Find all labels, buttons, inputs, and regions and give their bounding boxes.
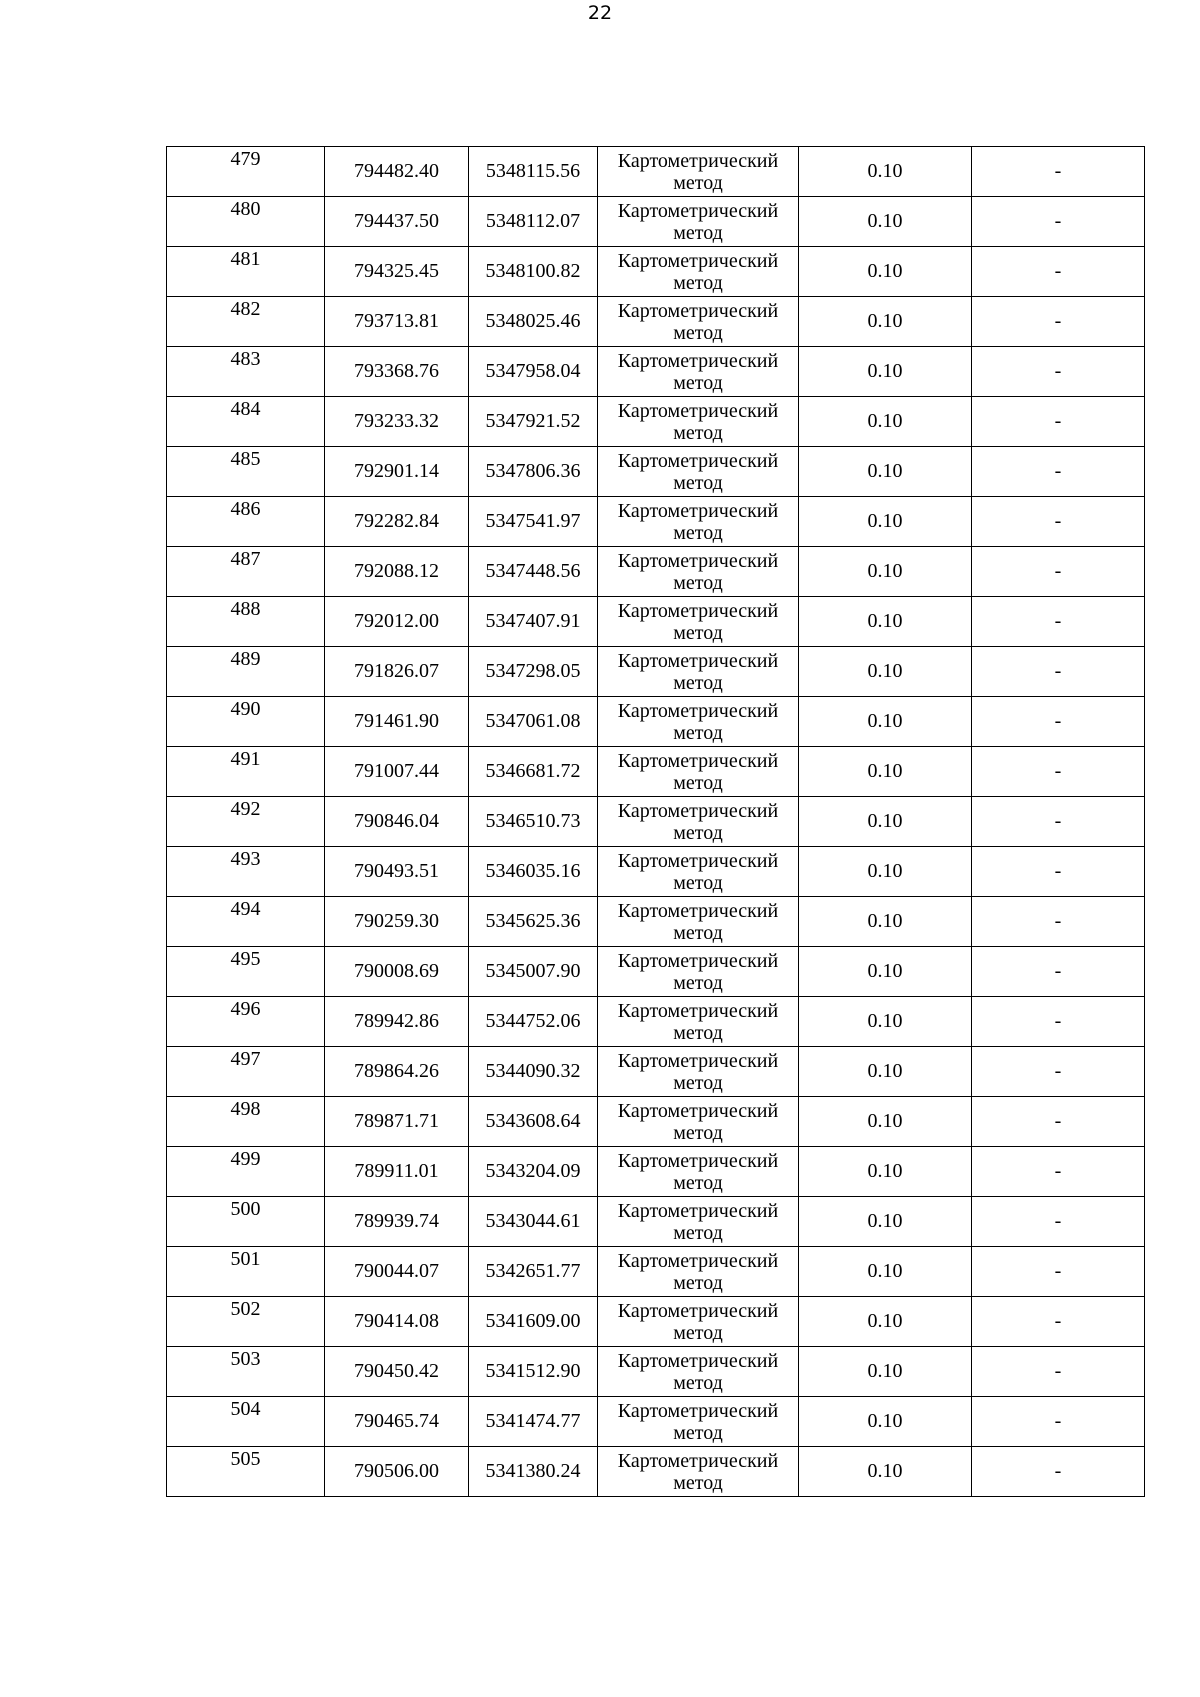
accuracy-cell: 0.10 <box>799 997 972 1047</box>
x-coordinate-cell: 793233.32 <box>325 397 469 447</box>
note-cell: - <box>972 1447 1145 1497</box>
method-cell <box>598 697 799 747</box>
table-row <box>167 997 1145 1047</box>
table-row <box>167 547 1145 597</box>
x-coordinate-cell: 791826.07 <box>325 647 469 697</box>
y-coordinate-cell: 5347541.97 <box>469 497 598 547</box>
x-coordinate-cell: 793368.76 <box>325 347 469 397</box>
x-coordinate-cell: 790259.30 <box>325 897 469 947</box>
note-cell: - <box>972 347 1145 397</box>
x-coordinate-cell: 792282.84 <box>325 497 469 547</box>
point-number-cell: 485 <box>167 447 325 497</box>
note-cell: - <box>972 797 1145 847</box>
y-coordinate-cell: 5343204.09 <box>469 1147 598 1197</box>
method-cell <box>598 347 799 397</box>
x-coordinate-cell: 794482.40 <box>325 147 469 197</box>
table-row <box>167 1397 1145 1447</box>
y-coordinate-cell: 5347921.52 <box>469 397 598 447</box>
table-row <box>167 1447 1145 1497</box>
x-coordinate-cell: 794325.45 <box>325 247 469 297</box>
y-coordinate-cell: 5345625.36 <box>469 897 598 947</box>
x-coordinate-cell: 792088.12 <box>325 547 469 597</box>
method-label-line1: Картометрический <box>617 649 779 672</box>
method-label-line2: метод <box>673 1121 723 1144</box>
method-label-line2: метод <box>673 321 723 344</box>
method-label-line1: Картометрический <box>617 599 779 622</box>
accuracy-cell: 0.10 <box>799 1147 972 1197</box>
method-label-line1: Картометрический <box>617 299 779 322</box>
table-row <box>167 247 1145 297</box>
point-number-cell: 500 <box>167 1197 325 1247</box>
method-label-line2: метод <box>673 671 723 694</box>
method-label-line1: Картометрический <box>617 1249 779 1272</box>
accuracy-cell: 0.10 <box>799 397 972 447</box>
method-label-line1: Картометрический <box>617 699 779 722</box>
point-number-cell: 488 <box>167 597 325 647</box>
method-label-line1: Картометрический <box>617 1299 779 1322</box>
note-cell: - <box>972 1197 1145 1247</box>
y-coordinate-cell: 5341474.77 <box>469 1397 598 1447</box>
method-label-line2: метод <box>673 821 723 844</box>
note-cell: - <box>972 1397 1145 1447</box>
accuracy-cell: 0.10 <box>799 147 972 197</box>
table-row <box>167 747 1145 797</box>
point-number-cell: 483 <box>167 347 325 397</box>
y-coordinate-cell: 5342651.77 <box>469 1247 598 1297</box>
table-row <box>167 147 1145 197</box>
point-number-cell: 502 <box>167 1297 325 1347</box>
x-coordinate-cell: 789939.74 <box>325 1197 469 1247</box>
point-number-cell: 490 <box>167 697 325 747</box>
point-number-cell: 482 <box>167 297 325 347</box>
method-cell <box>598 947 799 997</box>
note-cell: - <box>972 897 1145 947</box>
x-coordinate-cell: 789911.01 <box>325 1147 469 1197</box>
x-coordinate-cell: 790414.08 <box>325 1297 469 1347</box>
method-label-line2: метод <box>673 1321 723 1344</box>
y-coordinate-cell: 5348100.82 <box>469 247 598 297</box>
note-cell: - <box>972 697 1145 747</box>
method-label-line1: Картометрический <box>617 399 779 422</box>
table-row <box>167 1097 1145 1147</box>
method-cell <box>598 1047 799 1097</box>
note-cell: - <box>972 497 1145 547</box>
note-cell: - <box>972 1247 1145 1297</box>
note-cell: - <box>972 747 1145 797</box>
method-label-line2: метод <box>673 871 723 894</box>
x-coordinate-cell: 791007.44 <box>325 747 469 797</box>
table-row <box>167 197 1145 247</box>
method-cell <box>598 897 799 947</box>
accuracy-cell: 0.10 <box>799 747 972 797</box>
method-cell <box>598 1347 799 1397</box>
x-coordinate-cell: 790846.04 <box>325 797 469 847</box>
note-cell: - <box>972 397 1145 447</box>
accuracy-cell: 0.10 <box>799 597 972 647</box>
y-coordinate-cell: 5348025.46 <box>469 297 598 347</box>
y-coordinate-cell: 5341609.00 <box>469 1297 598 1347</box>
method-label-line1: Картометрический <box>617 949 779 972</box>
method-label-line2: метод <box>673 1471 723 1494</box>
method-cell <box>598 647 799 697</box>
method-label-line1: Картометрический <box>617 1149 779 1172</box>
note-cell: - <box>972 997 1145 1047</box>
accuracy-cell: 0.10 <box>799 247 972 297</box>
method-label-line1: Картометрический <box>617 449 779 472</box>
method-label-line2: метод <box>673 721 723 744</box>
point-number-cell: 480 <box>167 197 325 247</box>
point-number-cell: 503 <box>167 1347 325 1397</box>
y-coordinate-cell: 5347448.56 <box>469 547 598 597</box>
table-row <box>167 397 1145 447</box>
method-label-line2: метод <box>673 521 723 544</box>
page-number: 22 <box>587 2 613 24</box>
y-coordinate-cell: 5341512.90 <box>469 1347 598 1397</box>
y-coordinate-cell: 5348115.56 <box>469 147 598 197</box>
accuracy-cell: 0.10 <box>799 897 972 947</box>
accuracy-cell: 0.10 <box>799 1247 972 1297</box>
note-cell: - <box>972 847 1145 897</box>
method-cell <box>598 447 799 497</box>
method-label-line1: Картометрический <box>617 849 779 872</box>
coordinates-table-body <box>167 147 1145 1497</box>
table-row <box>167 597 1145 647</box>
table-row <box>167 1197 1145 1247</box>
accuracy-cell: 0.10 <box>799 647 972 697</box>
method-cell <box>598 1197 799 1247</box>
method-label-line2: метод <box>673 621 723 644</box>
y-coordinate-cell: 5341380.24 <box>469 1447 598 1497</box>
y-coordinate-cell: 5347061.08 <box>469 697 598 747</box>
note-cell: - <box>972 947 1145 997</box>
method-label-line1: Картометрический <box>617 999 779 1022</box>
table-row <box>167 447 1145 497</box>
method-label-line2: метод <box>673 971 723 994</box>
x-coordinate-cell: 789871.71 <box>325 1097 469 1147</box>
accuracy-cell: 0.10 <box>799 197 972 247</box>
y-coordinate-cell: 5343044.61 <box>469 1197 598 1247</box>
method-label-line1: Картометрический <box>617 799 779 822</box>
note-cell: - <box>972 1097 1145 1147</box>
accuracy-cell: 0.10 <box>799 1447 972 1497</box>
method-cell <box>598 997 799 1047</box>
method-cell <box>598 197 799 247</box>
accuracy-cell: 0.10 <box>799 1347 972 1397</box>
method-cell <box>598 1097 799 1147</box>
accuracy-cell: 0.10 <box>799 547 972 597</box>
coordinates-table <box>166 146 1145 1497</box>
method-label-line2: метод <box>673 1021 723 1044</box>
note-cell: - <box>972 1147 1145 1197</box>
x-coordinate-cell: 790450.42 <box>325 1347 469 1397</box>
point-number-cell: 484 <box>167 397 325 447</box>
note-cell: - <box>972 1297 1145 1347</box>
y-coordinate-cell: 5344752.06 <box>469 997 598 1047</box>
note-cell: - <box>972 197 1145 247</box>
point-number-cell: 494 <box>167 897 325 947</box>
method-cell <box>598 1247 799 1297</box>
method-cell <box>598 1297 799 1347</box>
method-label-line1: Картометрический <box>617 1099 779 1122</box>
note-cell: - <box>972 1347 1145 1397</box>
method-label-line2: метод <box>673 371 723 394</box>
x-coordinate-cell: 792901.14 <box>325 447 469 497</box>
x-coordinate-cell: 789942.86 <box>325 997 469 1047</box>
method-label-line2: метод <box>673 771 723 794</box>
method-label-line1: Картометрический <box>617 1449 779 1472</box>
point-number-cell: 496 <box>167 997 325 1047</box>
x-coordinate-cell: 793713.81 <box>325 297 469 347</box>
method-label-line2: метод <box>673 421 723 444</box>
method-label-line2: метод <box>673 1171 723 1194</box>
method-cell <box>598 1447 799 1497</box>
method-label-line2: метод <box>673 571 723 594</box>
point-number-cell: 497 <box>167 1047 325 1097</box>
method-label-line1: Картометрический <box>617 749 779 772</box>
y-coordinate-cell: 5347298.05 <box>469 647 598 697</box>
method-label-line2: метод <box>673 271 723 294</box>
x-coordinate-cell: 790044.07 <box>325 1247 469 1297</box>
point-number-cell: 505 <box>167 1447 325 1497</box>
table-row <box>167 1347 1145 1397</box>
accuracy-cell: 0.10 <box>799 297 972 347</box>
method-label-line2: метод <box>673 471 723 494</box>
point-number-cell: 504 <box>167 1397 325 1447</box>
accuracy-cell: 0.10 <box>799 1047 972 1097</box>
table-row <box>167 347 1145 397</box>
point-number-cell: 501 <box>167 1247 325 1297</box>
method-label-line1: Картометрический <box>617 1049 779 1072</box>
method-cell <box>598 797 799 847</box>
y-coordinate-cell: 5348112.07 <box>469 197 598 247</box>
note-cell: - <box>972 447 1145 497</box>
table-row <box>167 1297 1145 1347</box>
point-number-cell: 491 <box>167 747 325 797</box>
method-label-line1: Картометрический <box>617 149 779 172</box>
point-number-cell: 481 <box>167 247 325 297</box>
method-cell <box>598 297 799 347</box>
method-label-line1: Картометрический <box>617 899 779 922</box>
x-coordinate-cell: 790465.74 <box>325 1397 469 1447</box>
note-cell: - <box>972 297 1145 347</box>
y-coordinate-cell: 5344090.32 <box>469 1047 598 1097</box>
accuracy-cell: 0.10 <box>799 847 972 897</box>
accuracy-cell: 0.10 <box>799 1197 972 1247</box>
method-cell <box>598 847 799 897</box>
point-number-cell: 498 <box>167 1097 325 1147</box>
note-cell: - <box>972 1047 1145 1097</box>
method-cell <box>598 547 799 597</box>
y-coordinate-cell: 5346035.16 <box>469 847 598 897</box>
accuracy-cell: 0.10 <box>799 497 972 547</box>
y-coordinate-cell: 5347958.04 <box>469 347 598 397</box>
y-coordinate-cell: 5343608.64 <box>469 1097 598 1147</box>
y-coordinate-cell: 5345007.90 <box>469 947 598 997</box>
method-label-line2: метод <box>673 221 723 244</box>
table-row <box>167 847 1145 897</box>
table-row <box>167 297 1145 347</box>
method-label-line1: Картометрический <box>617 249 779 272</box>
method-label-line1: Картометрический <box>617 499 779 522</box>
y-coordinate-cell: 5346510.73 <box>469 797 598 847</box>
table-row <box>167 697 1145 747</box>
x-coordinate-cell: 790008.69 <box>325 947 469 997</box>
x-coordinate-cell: 790493.51 <box>325 847 469 897</box>
note-cell: - <box>972 247 1145 297</box>
point-number-cell: 486 <box>167 497 325 547</box>
table-row <box>167 647 1145 697</box>
table-row <box>167 797 1145 847</box>
y-coordinate-cell: 5346681.72 <box>469 747 598 797</box>
x-coordinate-cell: 794437.50 <box>325 197 469 247</box>
note-cell: - <box>972 597 1145 647</box>
y-coordinate-cell: 5347407.91 <box>469 597 598 647</box>
x-coordinate-cell: 790506.00 <box>325 1447 469 1497</box>
method-label-line1: Картометрический <box>617 349 779 372</box>
accuracy-cell: 0.10 <box>799 1397 972 1447</box>
note-cell: - <box>972 547 1145 597</box>
accuracy-cell: 0.10 <box>799 797 972 847</box>
accuracy-cell: 0.10 <box>799 697 972 747</box>
method-label-line1: Картометрический <box>617 549 779 572</box>
point-number-cell: 487 <box>167 547 325 597</box>
method-label-line1: Картометрический <box>617 1199 779 1222</box>
method-cell <box>598 597 799 647</box>
method-cell <box>598 1147 799 1197</box>
x-coordinate-cell: 792012.00 <box>325 597 469 647</box>
accuracy-cell: 0.10 <box>799 1297 972 1347</box>
point-number-cell: 499 <box>167 1147 325 1197</box>
method-cell <box>598 1397 799 1447</box>
table-row <box>167 1247 1145 1297</box>
x-coordinate-cell: 789864.26 <box>325 1047 469 1097</box>
point-number-cell: 495 <box>167 947 325 997</box>
method-label-line1: Картометрический <box>617 1399 779 1422</box>
method-label-line2: метод <box>673 1221 723 1244</box>
method-label-line1: Картометрический <box>617 1349 779 1372</box>
method-label-line2: метод <box>673 921 723 944</box>
method-label-line2: метод <box>673 1271 723 1294</box>
method-label-line2: метод <box>673 1421 723 1444</box>
method-label-line2: метод <box>673 1371 723 1394</box>
table-row <box>167 1147 1145 1197</box>
note-cell: - <box>972 647 1145 697</box>
point-number-cell: 489 <box>167 647 325 697</box>
table-row <box>167 947 1145 997</box>
method-label-line1: Картометрический <box>617 199 779 222</box>
table-row <box>167 897 1145 947</box>
accuracy-cell: 0.10 <box>799 347 972 397</box>
point-number-cell: 492 <box>167 797 325 847</box>
method-cell <box>598 397 799 447</box>
x-coordinate-cell: 791461.90 <box>325 697 469 747</box>
table-row <box>167 1047 1145 1097</box>
method-label-line2: метод <box>673 1071 723 1094</box>
method-label-line2: метод <box>673 171 723 194</box>
method-cell <box>598 747 799 797</box>
point-number-cell: 479 <box>167 147 325 197</box>
method-cell <box>598 497 799 547</box>
point-number-cell: 493 <box>167 847 325 897</box>
accuracy-cell: 0.10 <box>799 447 972 497</box>
accuracy-cell: 0.10 <box>799 947 972 997</box>
method-cell <box>598 247 799 297</box>
accuracy-cell: 0.10 <box>799 1097 972 1147</box>
y-coordinate-cell: 5347806.36 <box>469 447 598 497</box>
method-cell <box>598 147 799 197</box>
table-row <box>167 497 1145 547</box>
note-cell: - <box>972 147 1145 197</box>
